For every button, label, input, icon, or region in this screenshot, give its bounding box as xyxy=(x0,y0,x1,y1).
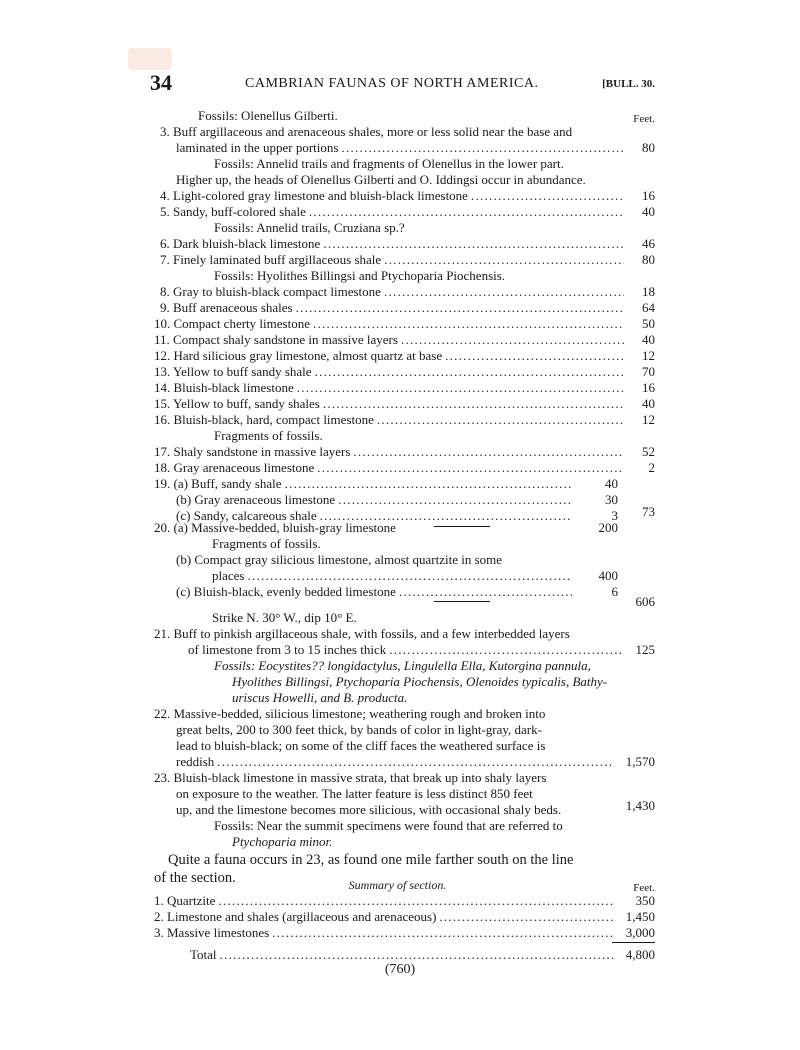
bed-8-value: 18 xyxy=(642,284,655,299)
bed-19a xyxy=(140,476,655,492)
bed-11 xyxy=(140,332,655,348)
bed-6 xyxy=(140,236,655,252)
bed-16 xyxy=(140,412,655,428)
leader-dots xyxy=(247,568,572,584)
bed-16-value: 12 xyxy=(642,412,655,427)
bed-7-value: 80 xyxy=(642,252,655,267)
bed-21-text-b: of limestone from 3 to 15 inches thick xyxy=(188,642,387,657)
paragraph-text-2: of the section. xyxy=(154,870,236,886)
leader-dots xyxy=(285,476,572,492)
bed-20c-text: (c) Bluish-black, evenly bedded limestone xyxy=(176,584,396,599)
bed-10-text: 10. Compact cherty limestone xyxy=(154,316,310,331)
bed-20b-2 xyxy=(140,568,655,584)
bulletin-ref: [BULL. 30. xyxy=(602,78,655,90)
bed-3-text-c: Fossils: Annelid trails and fragments of Olenellus in the lower part. xyxy=(214,156,564,171)
bed-19c-text: (c) Sandy, calcareous shale xyxy=(176,508,317,523)
summary-row-1 xyxy=(140,893,655,909)
bed-19b-text: (b) Gray arenaceous limestone xyxy=(176,492,336,507)
bed-5-fossils xyxy=(140,220,655,236)
bed-20b-text-2: places xyxy=(212,568,245,583)
strike-dip xyxy=(140,610,655,626)
fossils-gilberti: Fossils: Olenellus Gilberti. xyxy=(198,108,338,123)
bed-3-line-4 xyxy=(140,172,655,188)
bed-15 xyxy=(140,396,655,412)
paragraph-line-1 xyxy=(140,852,655,870)
bed-11-value: 40 xyxy=(642,332,655,347)
bed-12 xyxy=(140,348,655,364)
bed-21-2 xyxy=(140,642,655,658)
bed-19c-value: 3 xyxy=(611,508,618,523)
bed-17 xyxy=(140,444,655,460)
bed-23-3 xyxy=(140,798,655,818)
summary-row-3-text: 3. Massive limestones xyxy=(154,925,270,940)
bed-5-text: 5. Sandy, buff-colored shale xyxy=(160,204,306,219)
bed-21-text-a: 21. Buff to pinkish argillaceous shale, with fossils, and a few interbedded layers xyxy=(154,626,570,641)
bed-22-4 xyxy=(140,754,655,770)
bed-3-text-a: 3. Buff argillaceous and arenaceous shales, more or less solid near the base and xyxy=(160,124,573,139)
bed-10 xyxy=(140,316,655,332)
bed-23-fossils-text-2: Ptychoparia minor. xyxy=(232,834,333,849)
bed-3-text-d: Higher up, the heads of Olenellus Gilberti and O. Iddingsi occur in abundance. xyxy=(176,172,586,187)
bed-19-total xyxy=(140,504,655,520)
bed-20b-value: 400 xyxy=(598,568,618,583)
strike-dip-text: Strike N. 30° W., dip 10° E. xyxy=(212,610,357,625)
page-footer: (760) xyxy=(384,962,416,977)
bed-18-value: 2 xyxy=(648,460,655,475)
leader-dots xyxy=(297,380,624,396)
bed-6-value: 46 xyxy=(642,236,655,251)
bed-9-text: 9. Buff arenaceous shales xyxy=(160,300,293,315)
bed-9-value: 64 xyxy=(642,300,655,315)
bed-14-value: 16 xyxy=(642,380,655,395)
bed-17-value: 52 xyxy=(642,444,655,459)
bed-7-fossils xyxy=(140,268,655,284)
bed-3-line-2 xyxy=(140,140,655,156)
bed-23-fossils-2 xyxy=(140,834,655,850)
bed-8-text: 8. Gray to bluish-black compact limestone xyxy=(160,284,381,299)
bed-4 xyxy=(140,188,655,204)
bed-14 xyxy=(140,380,655,396)
bed-7 xyxy=(140,252,655,268)
bed-22-text-a: 22. Massive-bedded, silicious limestone; weathering rough and broken into xyxy=(154,706,546,721)
bed-3-value: 80 xyxy=(642,140,655,155)
bed-5-value: 40 xyxy=(642,204,655,219)
running-header xyxy=(150,70,655,96)
summary-total xyxy=(140,947,655,963)
leader-dots xyxy=(439,909,614,925)
bed-23-1 xyxy=(140,770,655,786)
bed-21-fossils-3 xyxy=(140,690,655,706)
bed-22-3 xyxy=(140,738,655,754)
leader-dots xyxy=(401,332,624,348)
leader-dots xyxy=(220,947,614,963)
summary-feet-label: Feet. xyxy=(633,882,655,894)
total-rule xyxy=(612,942,655,943)
bed-7-fossils-text: Fossils: Hyolithes Billingsi and Ptychoparia Piochensis. xyxy=(214,268,506,283)
bed-5 xyxy=(140,204,655,220)
bed-9 xyxy=(140,300,655,316)
bed-15-text: 15. Yellow to buff, sandy shales xyxy=(154,396,320,411)
page-stain xyxy=(128,48,172,70)
bed-15-value: 40 xyxy=(642,396,655,411)
summary-total-value: 4,800 xyxy=(625,947,655,962)
bed-21-fossils-1 xyxy=(140,658,655,674)
bed-6-text: 6. Dark bluish-black limestone xyxy=(160,236,321,251)
bed-20a-value: 200 xyxy=(598,520,618,535)
bed-21-fossils-2 xyxy=(140,674,655,690)
bed-20-total xyxy=(140,594,655,610)
bed-20-total-value: 606 xyxy=(635,594,655,609)
bed-23-text-a: 23. Bluish-black limestone in massive strata, that break up into shaly layers xyxy=(154,770,547,785)
bed-14-text: 14. Bluish-black limestone xyxy=(154,380,294,395)
bed-19a-text: 19. (a) Buff, sandy shale xyxy=(154,476,282,491)
bed-4-value: 16 xyxy=(642,188,655,203)
leader-dots xyxy=(313,316,624,332)
leader-dots xyxy=(309,204,624,220)
bed-21-fossils-text-3: uriscus Howelli, and B. producta. xyxy=(232,690,408,705)
leader-dots xyxy=(296,300,624,316)
bed-22-text-b: great belts, 200 to 300 feet thick, by bands of color in light-gray, dark- xyxy=(176,722,542,737)
bed-20a-fossils xyxy=(140,536,655,552)
bed-21-1 xyxy=(140,626,655,642)
bed-22-value: 1,570 xyxy=(625,754,655,769)
bed-20a xyxy=(140,520,655,536)
leader-dots xyxy=(384,284,624,300)
leader-dots xyxy=(323,396,624,412)
bed-3-line-3 xyxy=(140,156,655,172)
summary-row-3-value: 3,000 xyxy=(625,925,655,940)
leader-dots xyxy=(341,140,624,156)
bed-19-total-value: 73 xyxy=(642,504,655,519)
bed-23-fossils-text-1: Fossils: Near the summit specimens were found that are referred to xyxy=(214,818,563,833)
bed-3-line-1 xyxy=(140,124,655,140)
bed-17-text: 17. Shaly sandstone in massive layers xyxy=(154,444,351,459)
summary-total-label: Total xyxy=(190,947,217,962)
leader-dots xyxy=(384,252,624,268)
bed-7-text: 7. Finely laminated buff argillaceous shale xyxy=(160,252,382,267)
bed-12-value: 12 xyxy=(642,348,655,363)
bed-22-2 xyxy=(140,722,655,738)
bed-16-text: 16. Bluish-black, hard, compact limestone xyxy=(154,412,374,427)
leader-dots xyxy=(445,348,624,364)
bed-11-text: 11. Compact shaly sandstone in massive layers xyxy=(154,332,398,347)
bed-5-fossils-text: Fossils: Annelid trails, Cruziana sp.? xyxy=(214,220,405,235)
leader-dots xyxy=(317,460,624,476)
leader-dots xyxy=(315,364,624,380)
bed-21-value: 125 xyxy=(635,642,655,657)
leader-dots xyxy=(272,925,614,941)
leader-dots xyxy=(353,444,624,460)
leader-dots xyxy=(218,893,614,909)
summary-row-1-text: 1. Quartzite xyxy=(154,893,216,908)
bed-13-value: 70 xyxy=(642,364,655,379)
leader-dots xyxy=(377,412,624,428)
bed-23-2 xyxy=(140,786,655,802)
bed-12-text: 12. Hard silicious gray limestone, almost quartz at base xyxy=(154,348,443,363)
bed-22-text-c: lead to bluish-black; on some of the cliff faces the weathered surface is xyxy=(176,738,546,753)
bed-18 xyxy=(140,460,655,476)
summary-row-2-text: 2. Limestone and shales (argillaceous and arenaceous) xyxy=(154,909,437,924)
page-number: 34 xyxy=(150,70,172,95)
bed-23-fossils-1 xyxy=(140,818,655,834)
bed-16-fossils-text: Fragments of fossils. xyxy=(214,428,323,443)
bed-22-1 xyxy=(140,706,655,722)
summary-title: Summary of section. xyxy=(348,878,447,892)
running-title: CAMBRIAN FAUNAS OF NORTH AMERICA. xyxy=(245,76,539,91)
bed-20b-text-1: (b) Compact gray silicious limestone, almost quartzite in some xyxy=(176,552,503,567)
bed-3-text-b: laminated in the upper portions xyxy=(176,140,339,155)
leader-dots xyxy=(471,188,624,204)
bed-21-fossils-text-1: Fossils: Eocystites?? longidactylus, Lingulella Ella, Kutorgina pannula, xyxy=(214,658,591,673)
leader-dots xyxy=(323,236,624,252)
bed-20b-1 xyxy=(140,552,655,568)
bed-18-text: 18. Gray arenaceous limestone xyxy=(154,460,315,475)
bed-23-value: 1,430 xyxy=(625,798,655,813)
fossils-gilberti-line xyxy=(140,108,655,124)
bed-20a-fossils-text: Fragments of fossils. xyxy=(212,536,321,551)
bed-22-text-d: reddish xyxy=(176,754,215,769)
summary-row-3 xyxy=(140,925,655,941)
summary-row-2-value: 1,450 xyxy=(625,909,655,924)
bed-8 xyxy=(140,284,655,300)
bed-20c-value: 6 xyxy=(611,584,618,599)
bed-4-text: 4. Light-colored gray limestone and bluish-black limestone xyxy=(160,188,468,203)
bed-23-text-b: on exposure to the weather. The latter feature is less distinct 850 feet xyxy=(176,786,533,801)
bed-21-fossils-text-2: Hyolithes Billingsi, Ptychoparia Piochensis, Olenoides typicalis, Bathy- xyxy=(232,674,608,689)
feet-heading: Feet. xyxy=(633,113,655,125)
summary-row-1-value: 350 xyxy=(635,893,655,908)
bed-20a-text: 20. (a) Massive-bedded, bluish-gray limestone xyxy=(154,520,396,535)
bed-13 xyxy=(140,364,655,380)
paragraph-text-1: Quite a fauna occurs in 23, as found one mile farther south on the line xyxy=(168,852,574,868)
leader-dots xyxy=(389,642,624,658)
bed-16-fossils xyxy=(140,428,655,444)
leader-dots xyxy=(217,754,614,770)
bed-10-value: 50 xyxy=(642,316,655,331)
summary-row-2 xyxy=(140,909,655,925)
bed-19b-value: 30 xyxy=(605,492,618,507)
bed-13-text: 13. Yellow to buff sandy shale xyxy=(154,364,312,379)
bed-19a-value: 40 xyxy=(605,476,618,491)
bed-23-text-c: up, and the limestone becomes more silicious, with occasional shaly beds. xyxy=(176,802,562,817)
